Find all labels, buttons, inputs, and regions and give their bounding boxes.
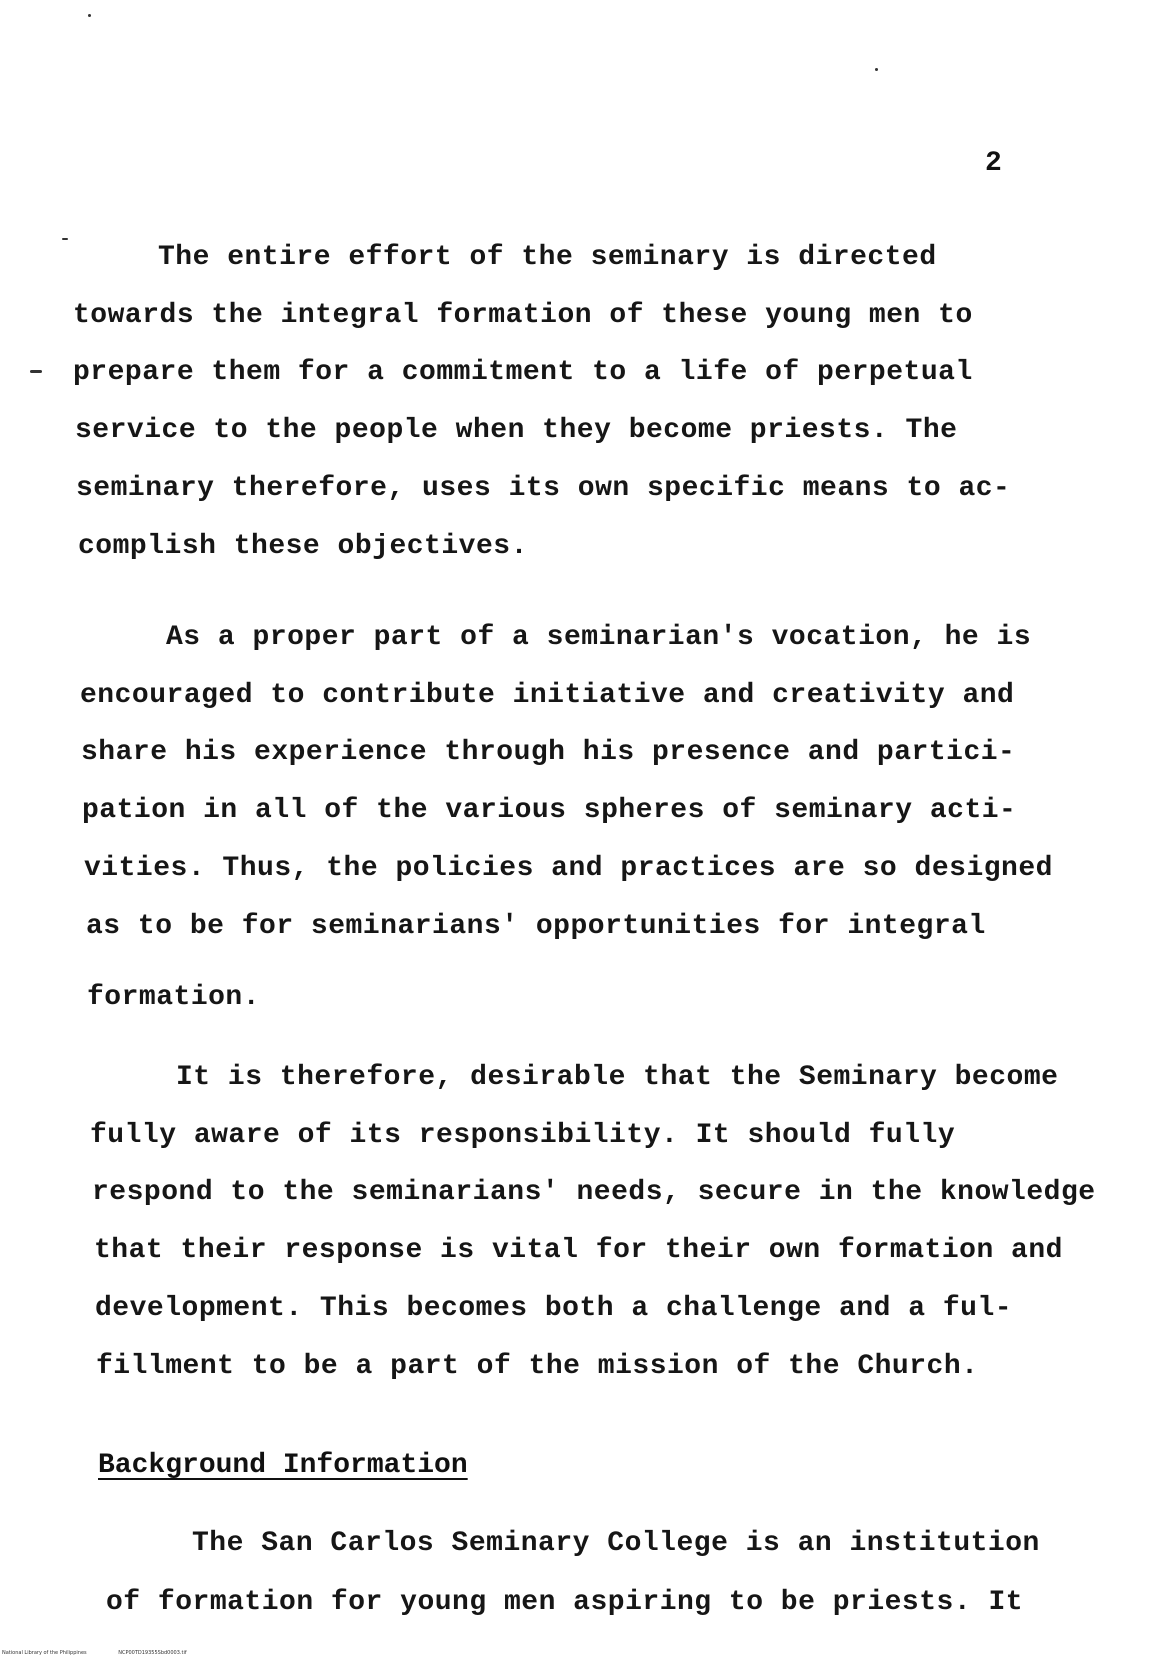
footer-library: National Library of the Philippines [2, 1650, 87, 1656]
text-line: complish these objectives. [78, 531, 528, 562]
text-line: vities. Thus, the policies and practices are so designed [84, 853, 1053, 884]
text-line: formation. [87, 982, 261, 1013]
page-number: 2 [985, 148, 1002, 179]
text-line: as to be for seminarians' opportunities for integral [86, 911, 986, 942]
text-line: respond to the seminarians' needs, secure in the knowledge [92, 1177, 1096, 1208]
text-line: development. This becomes both a challenge and a ful- [95, 1293, 1013, 1324]
scan-speck [875, 68, 878, 71]
text-line: towards the integral formation of these young men to [73, 300, 973, 331]
scan-speck [30, 370, 42, 373]
footer-filename: NCP00TD19355Sbd0003.tif [118, 1650, 187, 1656]
text-line: that their response is vital for their own formation and [94, 1235, 1063, 1266]
scan-footer [2, 1650, 217, 1656]
text-line: fully aware of its responsibility. It should fully [90, 1120, 956, 1151]
scan-speck [62, 238, 68, 240]
text-line: seminary therefore, uses its own specific means to ac- [76, 473, 1011, 504]
text-line: It is therefore, desirable that the Seminary become [176, 1062, 1059, 1093]
text-line: service to the people when they become priests. The [75, 415, 958, 446]
text-line: share his experience through his presence and partici- [81, 737, 1016, 768]
text-line: pation in all of the various spheres of seminary acti- [82, 795, 1017, 826]
section-heading: Background Information [98, 1450, 468, 1481]
text-line: encouraged to contribute initiative and creativity and [80, 680, 1015, 711]
text-line: fillment to be a part of the mission of the Church. [96, 1351, 979, 1382]
text-line: of formation for young men aspiring to be priests. It [106, 1587, 1024, 1618]
text-line: The San Carlos Seminary College is an institution [192, 1528, 1040, 1559]
text-line: The entire effort of the seminary is directed [158, 242, 937, 273]
text-line: prepare them for a commitment to a life of perpetual [73, 357, 973, 388]
text-line: As a proper part of a seminarian's vocation, he is [166, 622, 1032, 653]
scan-speck [88, 14, 91, 17]
